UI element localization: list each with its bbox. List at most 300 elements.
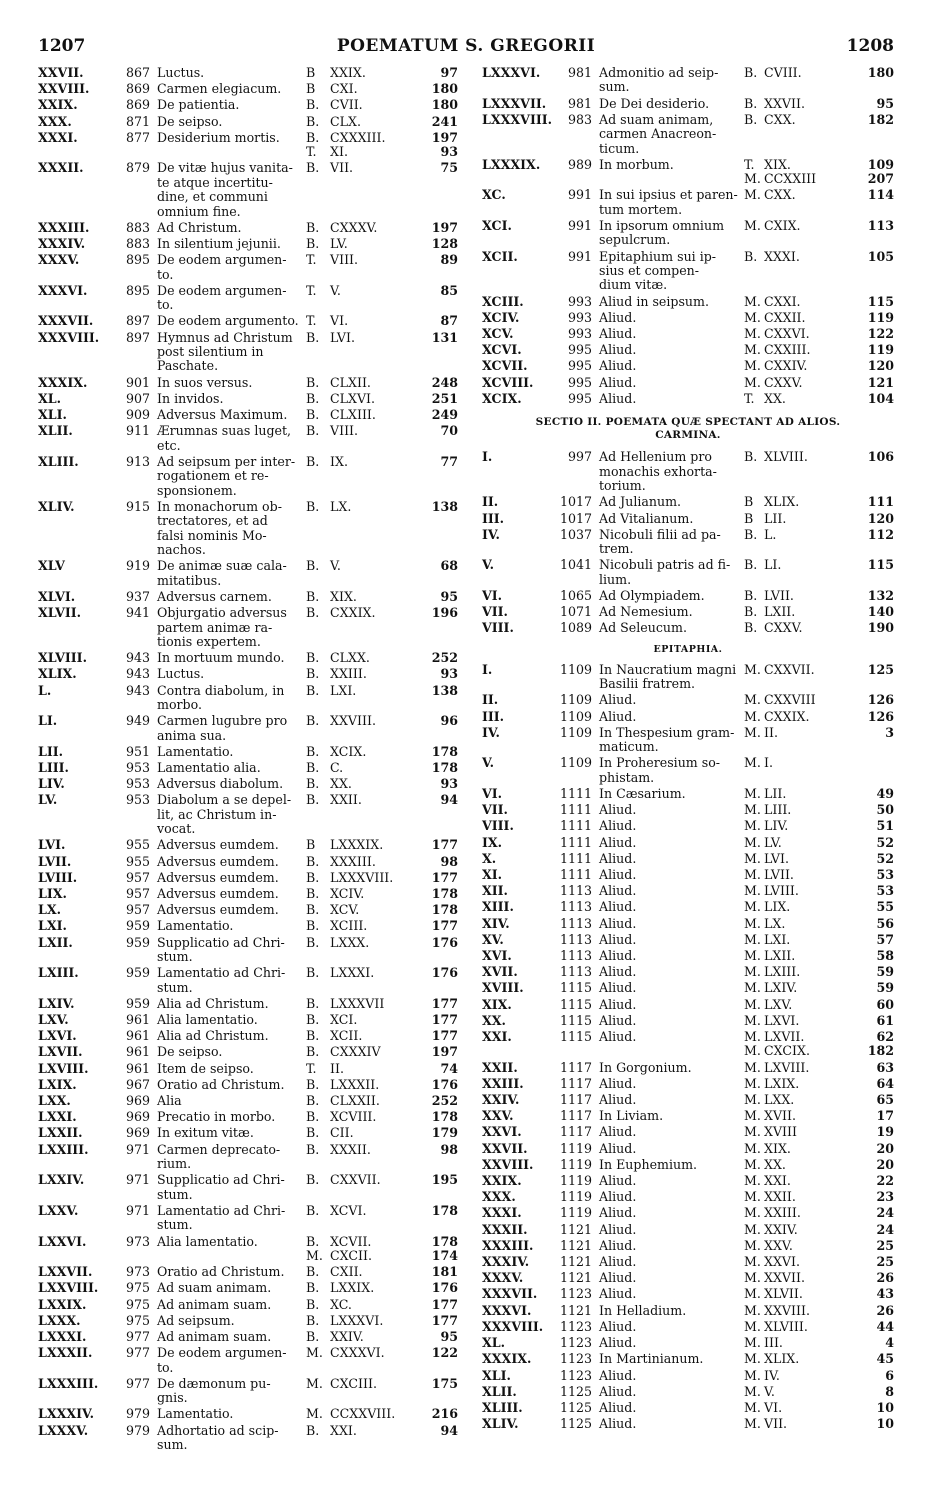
entry-title: Aliud.: [599, 1318, 637, 1334]
table-row: [38, 408, 458, 422]
table-row: [482, 589, 894, 603]
entry-number: LXXII.: [38, 1125, 83, 1141]
entry-title: Lamentatio.: [157, 918, 234, 934]
column-number: 919: [125, 558, 150, 574]
entry-title: Adversus eumdem.: [157, 886, 279, 902]
folio-number: 176: [431, 965, 458, 981]
column-number: 969: [125, 1093, 150, 1109]
edition-number: LXIV.: [764, 980, 798, 996]
folio-number: 177: [431, 1028, 458, 1044]
table-row: [38, 1062, 458, 1076]
column-number: 1123: [559, 1351, 592, 1367]
entry-number: XXIX.: [482, 1173, 522, 1189]
table-row: [482, 1369, 894, 1383]
entry-title: Supplicatio ad Chri- stum.: [157, 1172, 285, 1202]
column-number: 1121: [559, 1302, 592, 1318]
column-number: 995: [567, 390, 592, 406]
entry-number: XXIV.: [482, 1092, 520, 1108]
folio-number: 75: [440, 160, 458, 176]
table-row: [482, 392, 894, 406]
column-number: 943: [125, 682, 150, 698]
table-row: [482, 512, 894, 526]
entry-number: LXVII.: [38, 1044, 83, 1060]
entry-title: Aliud.: [599, 915, 637, 931]
entry-number: LXXXIII.: [38, 1375, 99, 1391]
column-number: 1119: [559, 1140, 592, 1156]
edition-number: CXI.: [330, 81, 358, 97]
entry-number: XIX.: [482, 996, 512, 1012]
column-number: 981: [567, 65, 592, 80]
edition-letter: B.: [306, 1296, 320, 1312]
entry-number: II.: [482, 494, 499, 510]
entry-number: XXXIII.: [38, 219, 90, 235]
left-column: [38, 66, 458, 1454]
entry-number: XXXIV.: [38, 236, 86, 252]
edition-number: CXXXIV: [330, 1044, 381, 1060]
edition-letter: B.: [306, 558, 320, 574]
column-number: 869: [125, 81, 150, 97]
table-row: [482, 1401, 894, 1415]
entry-number: XLIV.: [482, 1416, 519, 1432]
edition-number: XVII.: [764, 1108, 797, 1124]
folio-number: 190: [867, 620, 894, 636]
entry-number: LXXXVIII.: [482, 111, 552, 127]
edition-number: CCXXVIII.: [330, 1406, 396, 1422]
folio-number: 97: [440, 65, 458, 80]
entry-title: Aliud.: [599, 1092, 637, 1108]
folio-number: 95: [440, 588, 458, 604]
entry-title: De animæ suæ cala- mitatibus.: [157, 558, 287, 588]
entry-title: De seipso.: [157, 1044, 223, 1060]
table-row: [38, 855, 458, 869]
table-row: [38, 871, 458, 885]
edition-letter: B.: [744, 449, 758, 465]
entry-number: LVIII.: [38, 869, 78, 885]
edition-letter: B.: [306, 1280, 320, 1296]
edition-number: CLXII.: [330, 374, 371, 390]
entry-number: LVI.: [38, 837, 66, 853]
entry-title: Aliud.: [599, 1189, 637, 1205]
table-row: [482, 219, 894, 248]
entry-number: XXXIX.: [482, 1351, 532, 1367]
folio-number: 24: [876, 1205, 894, 1221]
edition-number: XXIX.: [330, 65, 366, 80]
folio-number: 216: [431, 1406, 458, 1422]
entry-number: V.: [482, 755, 494, 771]
edition-letter: B.: [306, 329, 320, 345]
entry-number: XCV.: [482, 326, 514, 342]
edition-letter: B.: [306, 97, 320, 113]
entry-number: LVII.: [38, 853, 72, 869]
entry-number: LX.: [38, 902, 62, 918]
edition-letter: T. M.: [744, 156, 761, 187]
entry-number: I.: [482, 661, 493, 677]
entry-number: XC.: [482, 187, 506, 203]
folio-number: 55: [876, 899, 894, 915]
column-number: 961: [125, 1028, 150, 1044]
entry-number: XXX.: [482, 1189, 516, 1205]
table-row: [38, 284, 458, 313]
entry-number: XCI.: [482, 218, 512, 234]
table-row: [38, 1346, 458, 1375]
edition-number: CXXXIII. XI.: [330, 129, 386, 160]
page-header: [38, 36, 894, 58]
folio-number: 106: [867, 449, 894, 465]
folio-number: 132: [867, 587, 894, 603]
folio-number: 26: [876, 1270, 894, 1286]
table-row: [482, 250, 894, 293]
column-number: 969: [125, 1125, 150, 1141]
page-number-left: 1207: [38, 36, 86, 56]
table-row: [482, 1304, 894, 1318]
right-rows-section1: [482, 66, 894, 406]
column-number: 1121: [559, 1254, 592, 1270]
edition-letter: M.: [744, 1140, 761, 1156]
edition-letter: B.: [306, 588, 320, 604]
edition-number: LVI.: [764, 850, 789, 866]
entry-number: XLIII.: [482, 1399, 523, 1415]
entry-number: VI.: [482, 785, 503, 801]
edition-letter: B.: [306, 1328, 320, 1344]
edition-letter: B.: [306, 1172, 320, 1188]
edition-number: LXVI.: [764, 1012, 800, 1028]
edition-number: CXXVIII: [764, 692, 816, 708]
entry-number: XXIX.: [38, 97, 78, 113]
column-number: 991: [567, 187, 592, 203]
edition-letter: M.: [744, 187, 761, 203]
folio-number: 176: [431, 934, 458, 950]
entry-number: XXVI.: [482, 1124, 522, 1140]
edition-number: XCVIII.: [330, 1109, 377, 1125]
entry-number: X.: [482, 850, 497, 866]
table-row: [482, 97, 894, 111]
edition-number: C.: [330, 760, 344, 775]
entry-number: LI.: [38, 713, 58, 729]
entry-number: XXXIII.: [482, 1237, 534, 1253]
entry-number: XCIV.: [482, 309, 520, 325]
entry-number: LII.: [38, 743, 64, 759]
entry-title: In morbum.: [599, 156, 674, 172]
column-number: 973: [125, 1264, 150, 1280]
table-row: [482, 1385, 894, 1399]
entry-title: Ad seipsum per inter- rogationem et re- sponsionem.: [157, 453, 296, 498]
edition-number: XXVIII.: [764, 1302, 810, 1318]
column-number: 1119: [559, 1156, 592, 1172]
column-number: 1121: [559, 1270, 592, 1286]
edition-number: XXVII.: [764, 1270, 805, 1286]
column-number: 1111: [559, 818, 592, 834]
entry-number: XI.: [482, 867, 503, 882]
column-number: 867: [125, 65, 150, 80]
entry-number: V.: [482, 557, 494, 573]
entry-number: XXXV.: [38, 252, 80, 268]
edition-number: CLXIII.: [330, 407, 376, 423]
edition-letter: B: [306, 65, 316, 80]
edition-number: I.: [764, 755, 773, 771]
edition-number: XCVII. CXCII.: [330, 1233, 372, 1263]
column-number: 869: [125, 97, 150, 113]
edition-letter: M.: [744, 915, 761, 931]
edition-letter: B.: [306, 1076, 320, 1092]
entry-title: In Martinianum.: [599, 1351, 704, 1367]
edition-number: XCV.: [330, 902, 360, 918]
edition-number: LXI.: [330, 682, 357, 698]
column-number: 995: [567, 358, 592, 374]
edition-number: CXXII.: [764, 309, 806, 325]
edition-number: XLVIII.: [764, 449, 808, 465]
column-number: 1071: [559, 604, 592, 620]
column-number: 1109: [559, 724, 592, 740]
column-number: 959: [125, 995, 150, 1011]
folio-number: 195: [431, 1172, 458, 1188]
entry-title: Nicobuli filii ad pa- trem.: [599, 526, 721, 557]
column-number: 949: [125, 713, 150, 729]
entry-title: Ad Seleucum.: [599, 620, 687, 636]
edition-letter: T.: [306, 313, 317, 329]
folio-number: 178: [431, 1109, 458, 1125]
edition-letter: B.: [306, 160, 320, 176]
table-row: [482, 965, 894, 979]
edition-number: LXIII.: [764, 964, 801, 980]
edition-letter: B.: [306, 886, 320, 902]
folio-number: 70: [440, 423, 458, 439]
edition-number: LV.: [764, 834, 782, 850]
folio-number: 6: [885, 1367, 894, 1383]
edition-number: CXXIV.: [764, 358, 808, 374]
entry-title: De dæmonum pu- gnis.: [157, 1375, 271, 1406]
table-row: [38, 1110, 458, 1124]
table-row: [38, 115, 458, 129]
edition-letter: M.: [744, 948, 761, 964]
entry-number: III.: [482, 510, 505, 526]
table-row: [482, 621, 894, 635]
column-number: 983: [567, 111, 592, 127]
entry-title: Ad Hellenium pro monachis exhorta- torium.: [599, 449, 717, 494]
entry-title: In Thespesium gram- maticum.: [599, 724, 735, 755]
table-row: [482, 1255, 894, 1269]
entry-title: Contra diabolum, in morbo.: [157, 682, 285, 712]
entry-title: Alia lamentatio.: [157, 1012, 258, 1028]
edition-letter: B.: [306, 918, 320, 934]
folio-number: 119: [867, 342, 894, 358]
table-row: [482, 949, 894, 963]
edition-letter: B.: [306, 605, 320, 621]
edition-letter: M.: [744, 1399, 761, 1415]
table-row: [38, 936, 458, 965]
column-number: 971: [125, 1202, 150, 1218]
entry-title: Aliud.: [599, 964, 637, 980]
folio-number: 77: [440, 453, 458, 469]
edition-number: LX.: [330, 498, 352, 514]
table-row: [38, 500, 458, 558]
entry-number: LV.: [38, 792, 58, 808]
edition-number: LIX.: [764, 899, 791, 915]
entry-title: Ad Christum.: [157, 219, 242, 235]
edition-number: XCI.: [330, 1012, 358, 1028]
entry-title: Aliud.: [599, 1029, 637, 1045]
entry-title: Aliud.: [599, 1012, 637, 1028]
page-number-right: 1208: [846, 36, 894, 56]
edition-number: CLX.: [330, 113, 361, 129]
column-number: 1017: [559, 494, 592, 510]
folio-number: 178: [431, 760, 458, 775]
entry-number: XXXVIII.: [482, 1318, 544, 1334]
entry-number: XIV.: [482, 915, 510, 931]
column-number: 993: [567, 309, 592, 325]
entry-title: Ad animam suam.: [157, 1328, 272, 1344]
table-row: [482, 803, 894, 817]
table-row: [482, 1287, 894, 1301]
edition-letter: B.: [306, 1044, 320, 1060]
folio-number: 59: [876, 964, 894, 980]
folio-number: 197: [431, 219, 458, 235]
entry-title: Aliud.: [599, 1383, 637, 1399]
folio-number: 140: [867, 604, 894, 620]
folio-number: 65: [876, 1092, 894, 1108]
edition-number: XLVII.: [764, 1286, 803, 1302]
entry-title: Carmen elegiacum.: [157, 81, 282, 97]
table-row: [38, 98, 458, 112]
entry-number: XXXVII.: [38, 313, 94, 329]
folio-number: 3: [885, 724, 894, 740]
edition-letter: M.: [306, 1345, 323, 1361]
edition-number: II.: [330, 1060, 344, 1076]
table-row: [38, 559, 458, 588]
table-row: [482, 1158, 894, 1172]
entry-title: Desiderium mortis.: [157, 129, 280, 145]
edition-letter: M.: [744, 1335, 761, 1351]
table-row: [482, 819, 894, 833]
edition-number: XXXII.: [330, 1141, 371, 1157]
entry-number: XIII.: [482, 899, 514, 915]
entry-title: Nicobuli patris ad fi- lium.: [599, 557, 731, 587]
folio-number: 52: [876, 834, 894, 850]
entry-title: In sui ipsius et paren- tum mortem.: [599, 187, 738, 217]
edition-letter: M.: [744, 1205, 761, 1221]
column-number: 1115: [559, 980, 592, 996]
column-number: 959: [125, 965, 150, 981]
entry-title: De Dei desiderio.: [599, 95, 710, 111]
table-row: [38, 684, 458, 713]
edition-number: CXXVII.: [330, 1172, 381, 1188]
edition-letter: M.: [744, 1270, 761, 1286]
edition-number: XIX.: [330, 588, 357, 604]
entry-title: Lamentatio ad Chri- stum.: [157, 1202, 286, 1233]
folio-number: 177: [431, 1012, 458, 1028]
entry-title: Oratio ad Christum.: [157, 1264, 285, 1280]
entry-number: LXXXI.: [38, 1328, 87, 1344]
folio-number: 95: [440, 1328, 458, 1344]
column-number: 989: [567, 156, 592, 172]
entry-title: In Gorgonium.: [599, 1059, 692, 1075]
table-row: [482, 1125, 894, 1139]
column-number: 993: [567, 326, 592, 342]
table-row: [482, 158, 894, 187]
folio-number: 125: [867, 661, 894, 677]
table-row: [482, 1239, 894, 1253]
edition-letter: B.: [306, 995, 320, 1011]
column-number: 1111: [559, 834, 592, 850]
column-number: 1111: [559, 802, 592, 818]
entry-number: XLIX.: [38, 666, 77, 682]
table-row: [38, 777, 458, 791]
edition-letter: B.: [306, 776, 320, 792]
column-number: 997: [567, 449, 592, 465]
table-row: [38, 1029, 458, 1043]
table-row: [482, 188, 894, 217]
folio-number: 113: [867, 218, 894, 234]
table-row: [38, 966, 458, 995]
table-row: [38, 887, 458, 901]
entry-number: XVIII.: [482, 980, 524, 996]
entry-number: LXV.: [38, 1012, 69, 1028]
edition-number: LII.: [764, 510, 787, 526]
edition-letter: M.: [744, 1286, 761, 1302]
folio-number: 49: [876, 785, 894, 801]
edition-letter: B.: [306, 1312, 320, 1328]
entry-number: LXI.: [38, 918, 67, 934]
table-row: [482, 113, 894, 156]
folio-number: 8: [885, 1383, 894, 1399]
folio-number: 252: [431, 650, 458, 666]
edition-number: LXXXII.: [330, 1076, 380, 1092]
entry-title: Aliud.: [599, 390, 637, 406]
column-number: 1111: [559, 785, 592, 801]
edition-number: XIX.: [764, 1140, 791, 1156]
table-row: [38, 455, 458, 498]
entry-title: Luctus.: [157, 666, 205, 682]
edition-number: XX.: [764, 1156, 786, 1172]
edition-letter: B.: [306, 1125, 320, 1141]
edition-number: XCIX.: [330, 743, 367, 759]
folio-number: 94: [440, 1422, 458, 1438]
table-row: [482, 1014, 894, 1028]
edition-letter: B.: [744, 620, 758, 636]
entry-number: LXXVII.: [38, 1264, 93, 1280]
column-number: 883: [125, 236, 150, 252]
column-number: 957: [125, 869, 150, 885]
edition-letter: M. M.: [744, 1029, 761, 1059]
entry-title: Adversus carnem.: [157, 588, 272, 604]
entry-title: Item de seipso.: [157, 1060, 254, 1076]
right-rows-epitaphia: [482, 663, 894, 1432]
entry-number: LXXXVII.: [482, 95, 547, 111]
edition-number: LX.: [764, 915, 786, 931]
folio-number: 98: [440, 1141, 458, 1157]
edition-number: XLIX.: [764, 494, 800, 510]
table-row: [38, 997, 458, 1011]
table-row: [38, 903, 458, 917]
edition-letter: B.: [744, 587, 758, 603]
folio-number: 181: [431, 1264, 458, 1280]
table-row: [482, 693, 894, 707]
edition-number: LXI.: [764, 931, 791, 947]
column-number: 979: [125, 1406, 150, 1422]
table-row: [482, 66, 894, 95]
edition-letter: B. T.: [306, 129, 320, 160]
entry-number: XXXII.: [482, 1221, 528, 1237]
column-number: 1125: [559, 1399, 592, 1415]
entry-title: De patientia.: [157, 97, 240, 113]
entry-number: LXX.: [38, 1093, 71, 1109]
edition-number: XX.: [330, 776, 352, 792]
entry-number: LXXIV.: [38, 1172, 85, 1188]
entry-title: Aliud.: [599, 931, 637, 947]
folio-number: 68: [440, 558, 458, 574]
edition-number: XX.: [764, 390, 786, 406]
column-number: 1111: [559, 867, 592, 882]
column-number: 1123: [559, 1286, 592, 1302]
